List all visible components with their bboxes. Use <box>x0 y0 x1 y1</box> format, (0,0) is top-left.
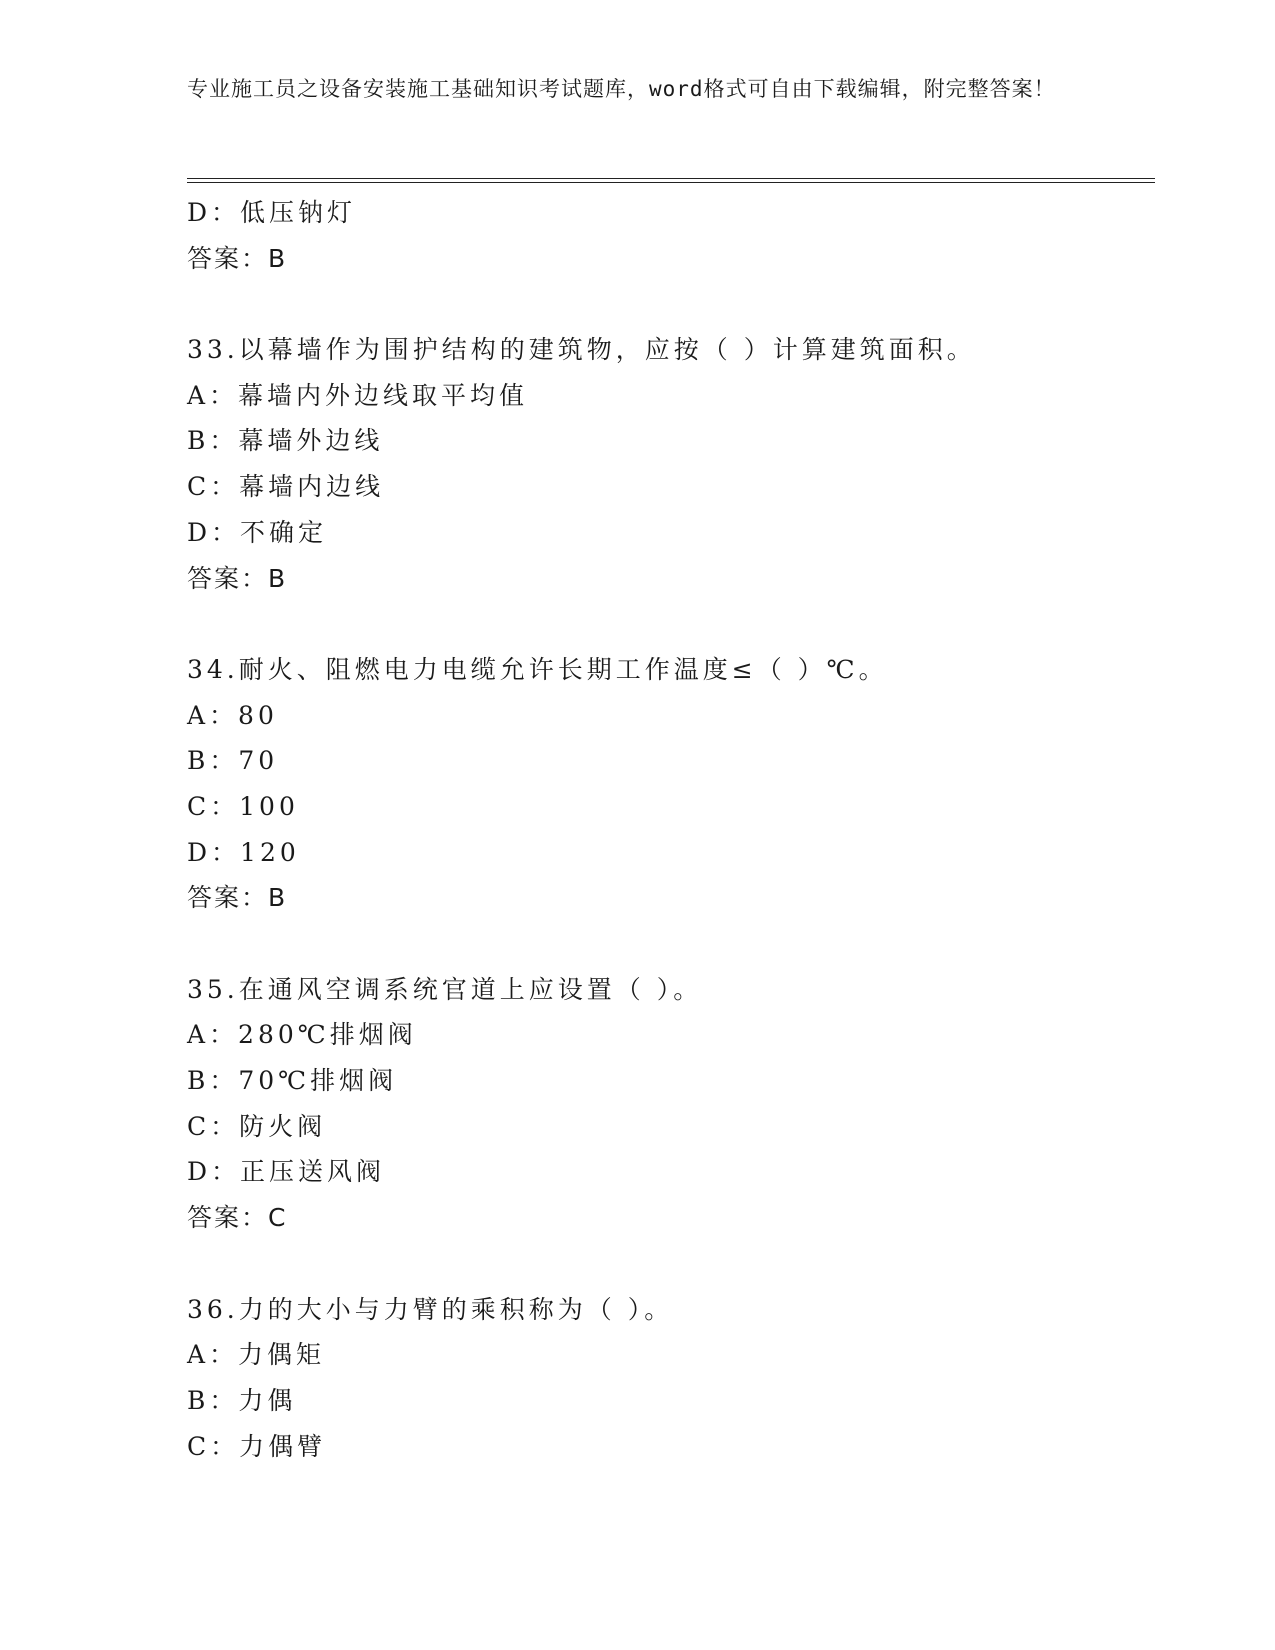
question-title: 35.在通风空调系统官道上应设置（ ）。 <box>187 974 703 1004</box>
answer-line: 答案：C <box>187 1203 288 1233</box>
option-line: A：力偶矩 <box>187 1340 326 1370</box>
question-title: 34.耐火、阻燃电力电缆允许长期工作温度≤（ ）℃。 <box>187 654 888 684</box>
option-line: B：幕墙外边线 <box>187 426 384 456</box>
header-rule-thin <box>187 178 1155 179</box>
question-list <box>187 190 1147 1469</box>
option-line: A：280℃排烟阀 <box>187 1020 417 1050</box>
option-line: D：不确定 <box>187 517 328 547</box>
option-line: D：120 <box>187 837 300 867</box>
spacer <box>187 601 1147 647</box>
option-line: C：力偶臂 <box>187 1431 327 1461</box>
header-rule <box>187 182 1155 183</box>
option-line: B：70 <box>187 746 279 776</box>
option-line: D：低压钠灯 <box>187 198 357 227</box>
option-line: C：防火阀 <box>187 1111 327 1141</box>
option-line: D：正压送风阀 <box>187 1157 386 1187</box>
spacer <box>187 1241 1147 1287</box>
answer-line: 答案：B <box>187 883 288 913</box>
answer-line: 答案：B <box>187 563 288 593</box>
document-header: 专业施工员之设备安装施工基础知识考试题库，word格式可自由下载编辑，附完整答案！ <box>187 77 1056 101</box>
option-line: A：幕墙内外边线取平均值 <box>187 380 529 410</box>
spacer <box>187 281 1147 327</box>
question-title: 36.力的大小与力臂的乘积称为（ ）。 <box>187 1294 674 1324</box>
option-line: B：70℃排烟阀 <box>187 1066 398 1096</box>
answer-line: 答案：B <box>187 243 288 273</box>
option-line: A：80 <box>187 700 278 730</box>
option-line: B：力偶 <box>187 1385 297 1415</box>
spacer <box>187 921 1147 967</box>
question-title: 33.以幕墙作为围护结构的建筑物，应按（ ）计算建筑面积。 <box>187 335 976 365</box>
option-line: C：100 <box>187 791 299 821</box>
option-line: C：幕墙内边线 <box>187 472 385 502</box>
